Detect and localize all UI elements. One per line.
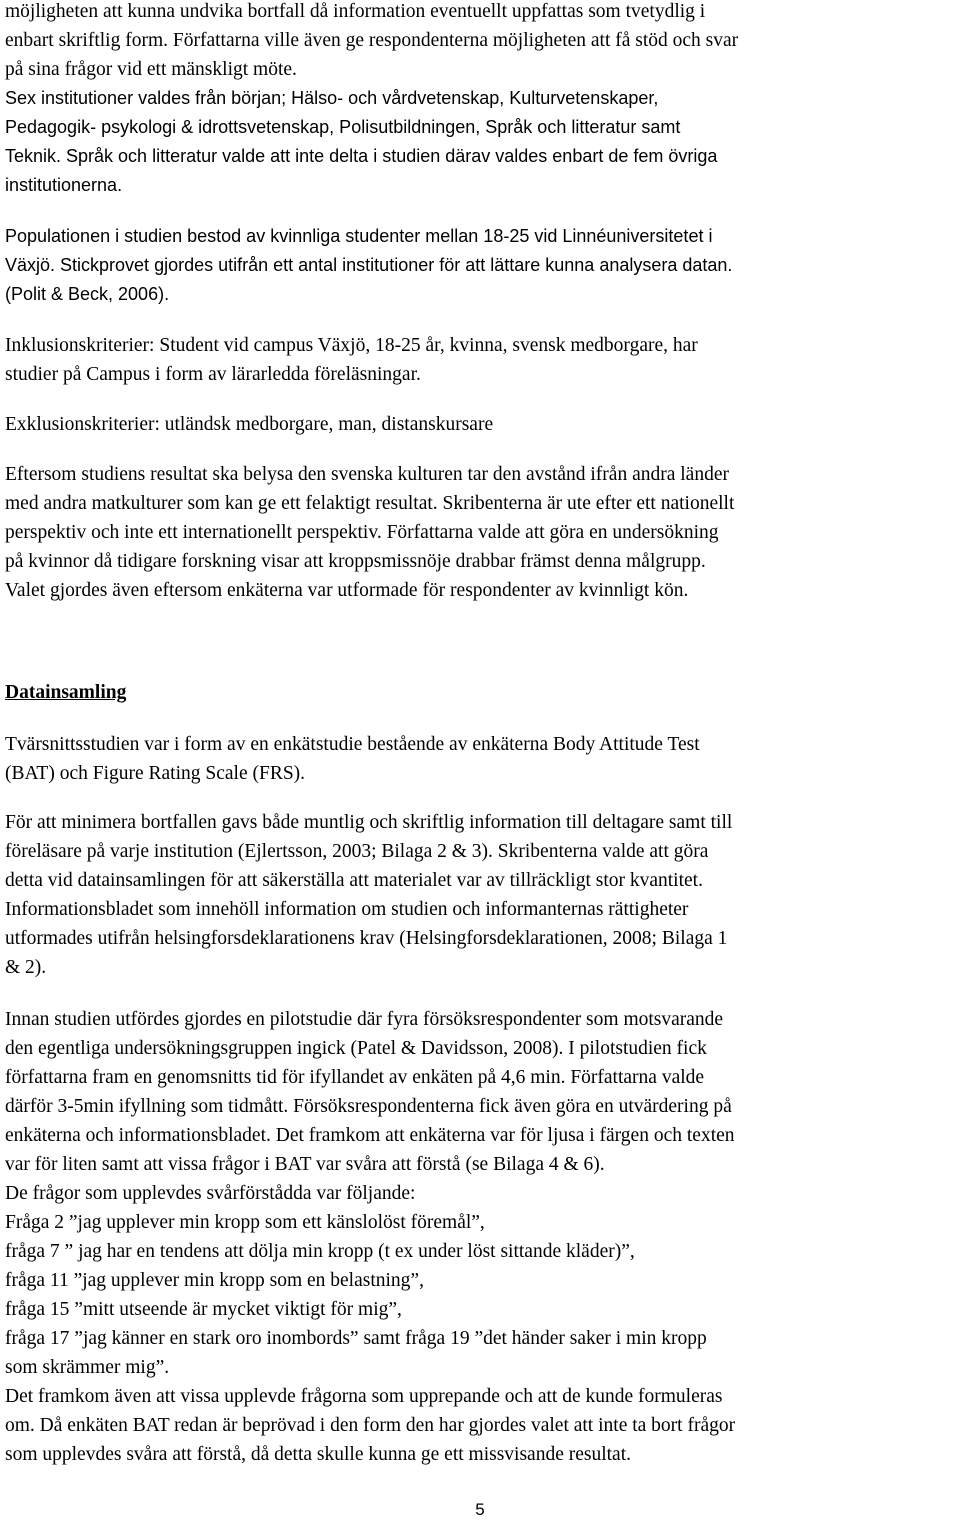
text-line: författarna fram en genomsnitts tid för ifyllandet av enkäten på 4,6 min. Författarna valde — [5, 1067, 705, 1088]
text-line: Populationen i studien bestod av kvinnliga studenter mellan 18-25 vid Linnéuniversitetet i — [5, 226, 713, 246]
text-line: Exklusionskriterier: utländsk medborgare, man, distanskursare — [5, 414, 494, 435]
text-line: var för liten samt att vissa frågor i BAT var svåra att förstå (se Bilaga 4 & 6). — [5, 1154, 605, 1175]
text-line: med andra matkulturer som kan ge ett felaktigt resultat. Skribenterna är ute efter ett nationellt — [5, 493, 735, 514]
text-line: föreläsare på varje institution (Ejlertsson, 2003; Bilaga 2 & 3). Skribenterna valde att göra — [5, 841, 709, 862]
text-line: på sina frågor vid ett mänskligt möte. — [5, 59, 297, 80]
paragraph-population — [5, 222, 955, 309]
text-line: För att minimera bortfallen gavs både muntlig och skriftlig information till deltagare samt till — [5, 812, 733, 833]
text-line: Eftersom studiens resultat ska belysa den svenska kulturen tar den avstånd ifrån andra länder — [5, 464, 729, 485]
text-line: perspektiv och inte ett internationellt perspektiv. Författarna valde att göra en undersökning — [5, 522, 719, 543]
text-line: De frågor som upplevdes svårförstådda var följande: — [5, 1183, 416, 1204]
section-heading: Datainsamling — [5, 682, 127, 703]
text-line: fråga 11 ”jag upplever min kropp som en belastning”, — [5, 1270, 424, 1291]
text-line: Informationsbladet som innehöll information om studien och informanternas rättigheter — [5, 899, 689, 920]
text-line: den egentliga undersökningsgruppen ingick (Patel & Davidsson, 2008). I pilotstudien fick — [5, 1038, 707, 1059]
text-line: därför 3-5min ifyllning som tidmått. Försöksrespondenterna fick även göra en utvärdering på — [5, 1096, 732, 1117]
text-line: detta vid datainsamlingen för att säkerställa att materialet var av tillräckligt stor kvantitet. — [5, 870, 703, 891]
paragraph-cross-sectional — [5, 730, 955, 788]
paragraph-inclusion-criteria — [5, 331, 955, 389]
paragraph-culture — [5, 460, 955, 605]
text-line: Tvärsnittsstudien var i form av en enkätstudie bestående av enkäterna Body Attitude Test — [5, 734, 700, 755]
text-line: institutionerna. — [5, 175, 123, 195]
text-line: (BAT) och Figure Rating Scale (FRS). — [5, 763, 306, 784]
text-line: möjligheten att kunna undvika bortfall då information eventuellt uppfattas som tvetydlig i — [5, 1, 706, 22]
text-line: Sex institutioner valdes från början; Hälso- och vårdvetenskap, Kulturvetenskaper, — [5, 88, 659, 108]
text-line: utformades utifrån helsingforsdeklarationens krav (Helsingforsdeklarationen, 2008; Bilaga 1 — [5, 928, 728, 949]
paragraph-continuation — [5, 0, 955, 200]
paragraph-exclusion-criteria — [5, 410, 955, 439]
text-line: (Polit & Beck, 2006). — [5, 284, 170, 304]
text-line: studier på Campus i form av lärarledda föreläsningar. — [5, 364, 421, 385]
text-line: som upplevdes svåra att förstå, då detta skulle kunna ge ett missvisande resultat. — [5, 1444, 632, 1465]
text-line: & 2). — [5, 957, 47, 978]
text-line: Växjö. Stickprovet gjordes utifrån ett antal institutioner för att lättare kunna analysera datan. — [5, 255, 733, 275]
text-line: Inklusionskriterier: Student vid campus Växjö, 18-25 år, kvinna, svensk medborgare, har — [5, 335, 698, 356]
text-line: enbart skriftlig form. Författarna ville även ge respondenterna möjligheten att få stöd och svar — [5, 30, 739, 51]
text-line: om. Då enkäten BAT redan är beprövad i den form den har gjordes valet att inte ta bort frågor — [5, 1415, 736, 1436]
text-line: på kvinnor då tidigare forskning visar att kroppsmissnöje drabbar främst denna målgrupp. — [5, 551, 706, 572]
paragraph-pilot-study — [5, 1005, 955, 1469]
text-line: Teknik. Språk och litteratur valde att inte delta i studien därav valdes enbart de fem övriga — [5, 146, 718, 166]
text-line: Fråga 2 ”jag upplever min kropp som ett känslolöst föremål”, — [5, 1212, 485, 1233]
paragraph-minimize-dropout — [5, 808, 955, 982]
text-line: som skrämmer mig”. — [5, 1357, 170, 1378]
text-line: fråga 17 ”jag känner en stark oro inombords” samt fråga 19 ”det händer saker i min kropp — [5, 1328, 707, 1349]
text-line: enkäterna och informationsbladet. Det framkom att enkäterna var för ljusa i färgen och texten — [5, 1125, 735, 1146]
text-line: fråga 7 ” jag har en tendens att dölja min kropp (t ex under löst sittande kläder)”, — [5, 1241, 635, 1262]
text-line: Innan studien utfördes gjordes en pilotstudie där fyra försöksrespondenter som motsvarande — [5, 1009, 724, 1030]
text-line: Det framkom även att vissa upplevde frågorna som upprepande och att de kunde formuleras — [5, 1386, 723, 1407]
text-line: Pedagogik- psykologi & idrottsvetenskap, Polisutbildningen, Språk och litteratur samt — [5, 117, 681, 137]
text-line: Valet gjordes även eftersom enkäterna var utformade för respondenter av kvinnligt kön. — [5, 580, 689, 601]
text-line: fråga 15 ”mitt utseende är mycket viktigt för mig”, — [5, 1299, 402, 1320]
page-number: 5 — [475, 1500, 485, 1519]
